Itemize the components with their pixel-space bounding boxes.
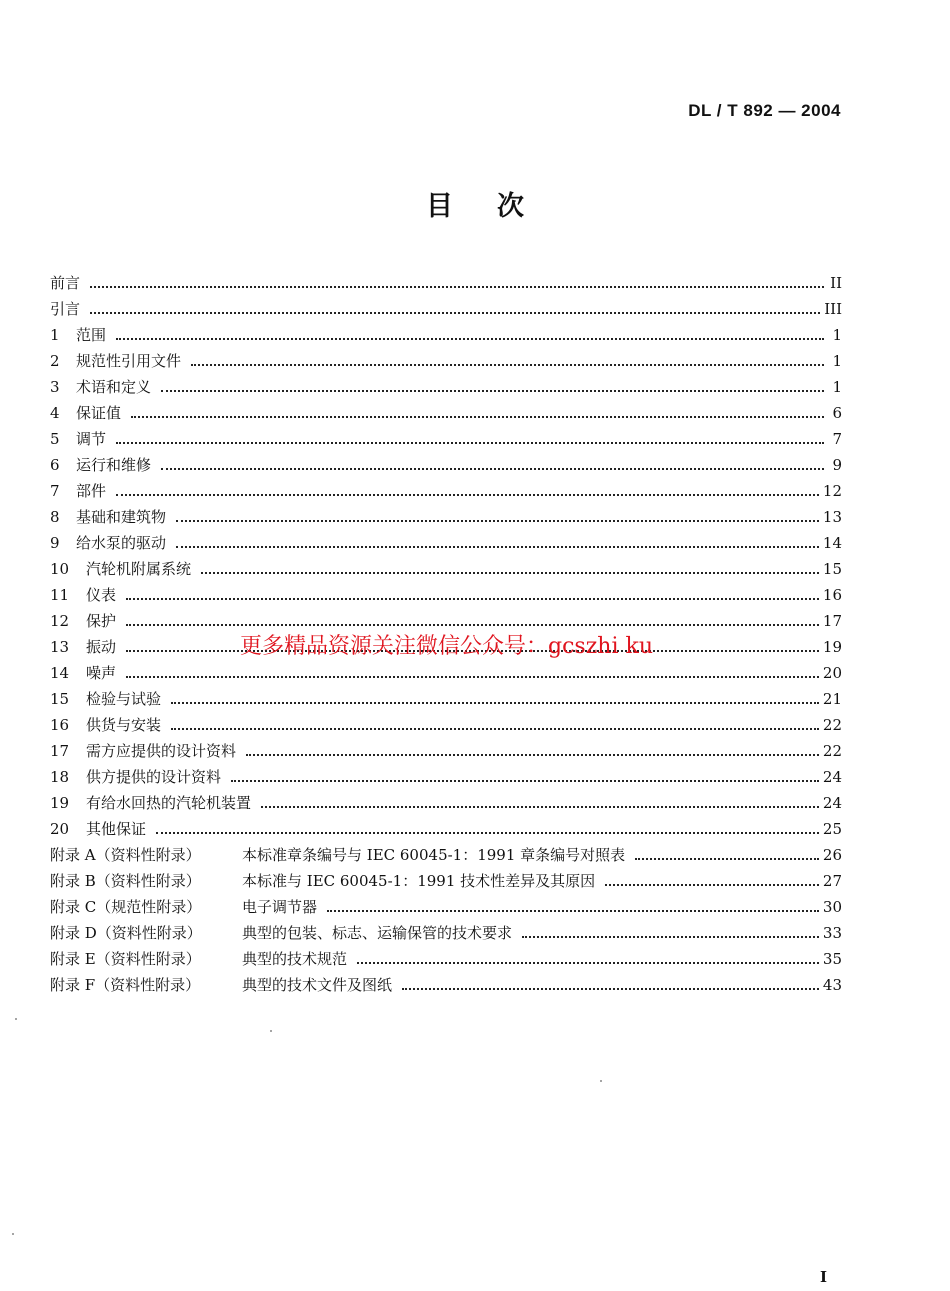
toc-entry-14[interactable]: [50, 660, 842, 686]
toc-entry-number: 18: [50, 768, 70, 786]
toc-entry-number: 1: [50, 326, 60, 344]
appendix-label: 本标准与 IEC 60045-1：1991 技术性差异及其原因: [242, 872, 596, 890]
toc-entry-6[interactable]: [50, 452, 842, 478]
toc-entry-3[interactable]: [50, 374, 842, 400]
toc-entry-page: 15: [822, 560, 842, 578]
appendix-label: 典型的技术文件及图纸: [242, 976, 393, 994]
toc-entry-17[interactable]: [50, 738, 842, 764]
toc-appendix-d[interactable]: [50, 920, 842, 946]
leader-dots: [171, 728, 819, 730]
toc-entry-16[interactable]: [50, 712, 842, 738]
toc-entry-page: II: [830, 274, 842, 292]
toc-entry-label: 供方提供的设计资料: [86, 768, 222, 786]
leader-dots: [116, 338, 824, 340]
appendix-id: 附录 B（资料性附录）: [50, 872, 201, 890]
toc-entry-19[interactable]: [50, 790, 842, 816]
toc-appendix-c[interactable]: [50, 894, 842, 920]
leader-dots: [635, 858, 819, 860]
toc-entry-label: 前言: [50, 274, 81, 292]
appendix-page: 43: [822, 976, 842, 994]
leader-dots: [327, 910, 819, 912]
toc-entry-page: 17: [822, 612, 842, 630]
toc-entry-label: 保护: [86, 612, 117, 630]
appendix-id: 附录 D（资料性附录）: [50, 924, 202, 942]
leader-dots: [357, 962, 819, 964]
toc-entry-label: 仪表: [86, 586, 117, 604]
leader-dots: [126, 624, 819, 626]
toc-entry-1[interactable]: [50, 322, 842, 348]
toc-entry-label: 基础和建筑物: [76, 508, 167, 526]
toc-entry-number: 20: [50, 820, 70, 838]
page-title: [0, 184, 950, 223]
toc-entry-page: 1: [832, 378, 842, 396]
title-char-1: 目: [426, 191, 453, 222]
toc-entry-page: III: [824, 300, 842, 318]
appendix-id: 附录 E（资料性附录）: [50, 950, 201, 968]
toc-entry-15[interactable]: [50, 686, 842, 712]
appendix-page: 27: [822, 872, 842, 890]
scan-speck: [12, 1233, 14, 1235]
toc-entry-number: 15: [50, 690, 70, 708]
leader-dots: [126, 598, 819, 600]
toc-entry-page: 16: [822, 586, 842, 604]
leader-dots: [231, 780, 819, 782]
leader-dots: [90, 312, 820, 314]
leader-dots: [176, 520, 819, 522]
toc-entry-page: 13: [822, 508, 842, 526]
toc-appendix-a[interactable]: [50, 842, 842, 868]
toc-entry-9[interactable]: [50, 530, 842, 556]
toc-entry-number: 8: [50, 508, 60, 526]
toc-entry-page: 1: [832, 352, 842, 370]
toc-entry-label: 术语和定义: [76, 378, 152, 396]
toc-entry-label: 有给水回热的汽轮机装置: [86, 794, 252, 812]
toc-entry-number: 4: [50, 404, 60, 422]
toc-appendix-b[interactable]: [50, 868, 842, 894]
leader-dots: [191, 364, 824, 366]
toc-entry-label: 供货与安装: [86, 716, 162, 734]
leader-dots: [161, 390, 824, 392]
toc-entry-label: 噪声: [86, 664, 117, 682]
appendix-id: 附录 F（资料性附录）: [50, 976, 201, 994]
toc-entry-18[interactable]: [50, 764, 842, 790]
leader-dots: [116, 442, 824, 444]
appendix-id: 附录 C（规范性附录）: [50, 898, 202, 916]
toc-entry-4[interactable]: [50, 400, 842, 426]
toc-entry-number: 9: [50, 534, 60, 552]
leader-dots: [90, 286, 824, 288]
title-char-2: 次: [497, 191, 524, 222]
appendix-id: 附录 A（资料性附录）: [50, 846, 201, 864]
toc-entry-page: 14: [822, 534, 842, 552]
toc-entry-number: 13: [50, 638, 70, 656]
leader-dots: [131, 416, 824, 418]
leader-dots: [402, 988, 819, 990]
toc-appendix-e[interactable]: [50, 946, 842, 972]
toc-entry-label: 运行和维修: [76, 456, 152, 474]
toc-entry-number: 2: [50, 352, 60, 370]
leader-dots: [161, 468, 824, 470]
toc-entry-page: 7: [832, 430, 842, 448]
appendix-label: 典型的包装、标志、运输保管的技术要求: [242, 924, 513, 942]
toc-entry-page: 22: [822, 716, 842, 734]
toc-entry-number: 3: [50, 378, 60, 396]
toc-entry-page: 19: [822, 638, 842, 656]
toc-entry-page: 1: [832, 326, 842, 344]
toc-entry-label: 检验与试验: [86, 690, 162, 708]
leader-dots: [116, 494, 819, 496]
toc-entry-number: 6: [50, 456, 60, 474]
leader-dots: [156, 832, 819, 834]
toc-entry-2[interactable]: [50, 348, 842, 374]
toc-entry-number: 7: [50, 482, 60, 500]
toc-entry-label: 保证值: [76, 404, 122, 422]
appendix-label: 典型的技术规范: [242, 950, 348, 968]
toc-entry-introduction[interactable]: [50, 296, 842, 322]
toc-entry-number: 17: [50, 742, 70, 760]
leader-dots: [176, 546, 819, 548]
toc-entry-number: 12: [50, 612, 70, 630]
toc-entry-page: 20: [822, 664, 842, 682]
toc-entry-label: 引言: [50, 300, 81, 318]
toc-entry-7[interactable]: [50, 478, 842, 504]
toc-entry-page: 24: [822, 794, 842, 812]
watermark-text: 更多精品资源关注微信公众号：gcszhi ku: [240, 634, 653, 659]
scan-speck: [600, 1080, 602, 1082]
appendix-page: 33: [822, 924, 842, 942]
toc-entry-label: 其他保证: [86, 820, 147, 838]
standard-code: DL / T 892 — 2004: [688, 101, 841, 120]
toc-entry-page: 21: [822, 690, 842, 708]
toc-entry-20[interactable]: [50, 816, 842, 842]
appendix-label: 本标准章条编号与 IEC 60045-1：1991 章条编号对照表: [242, 846, 626, 864]
appendix-page: 26: [822, 846, 842, 864]
leader-dots: [522, 936, 819, 938]
page-number: I: [820, 1268, 828, 1286]
toc-entry-11[interactable]: [50, 582, 842, 608]
leader-dots: [126, 676, 819, 678]
toc-entry-number: 5: [50, 430, 60, 448]
toc-entry-number: 16: [50, 716, 70, 734]
toc-entry-page: 12: [822, 482, 842, 500]
toc-entry-number: 19: [50, 794, 70, 812]
toc-entry-label: 给水泵的驱动: [76, 534, 167, 552]
appendix-label: 电子调节器: [242, 898, 318, 916]
appendix-page: 35: [822, 950, 842, 968]
toc-entry-label: 规范性引用文件: [76, 352, 182, 370]
toc-entry-page: 9: [832, 456, 842, 474]
toc-entry-label: 范围: [76, 326, 107, 344]
leader-dots: [201, 572, 819, 574]
leader-dots: [261, 806, 819, 808]
toc-entry-10[interactable]: [50, 556, 842, 582]
scan-speck: [15, 1018, 17, 1020]
leader-dots: [246, 754, 819, 756]
toc-entry-page: 24: [822, 768, 842, 786]
toc-entry-label: 部件: [76, 482, 107, 500]
toc-entry-page: 25: [822, 820, 842, 838]
toc-entry-label: 振动: [86, 638, 117, 656]
scan-speck: [270, 1030, 272, 1032]
toc-entry-foreword[interactable]: [50, 270, 842, 296]
toc-entry-page: 6: [832, 404, 842, 422]
toc-appendix-f[interactable]: [50, 972, 842, 998]
toc-entry-number: 11: [50, 586, 70, 604]
toc-entry-label: 汽轮机附属系统: [86, 560, 192, 578]
toc-entry-number: 10: [50, 560, 70, 578]
leader-dots: [605, 884, 819, 886]
toc-entry-8[interactable]: [50, 504, 842, 530]
toc-entry-page: 22: [822, 742, 842, 760]
toc-entry-label: 调节: [76, 430, 107, 448]
toc-entry-5[interactable]: [50, 426, 842, 452]
leader-dots: [171, 702, 819, 704]
appendix-page: 30: [822, 898, 842, 916]
toc-entry-label: 需方应提供的设计资料: [86, 742, 237, 760]
toc-entry-number: 14: [50, 664, 70, 682]
